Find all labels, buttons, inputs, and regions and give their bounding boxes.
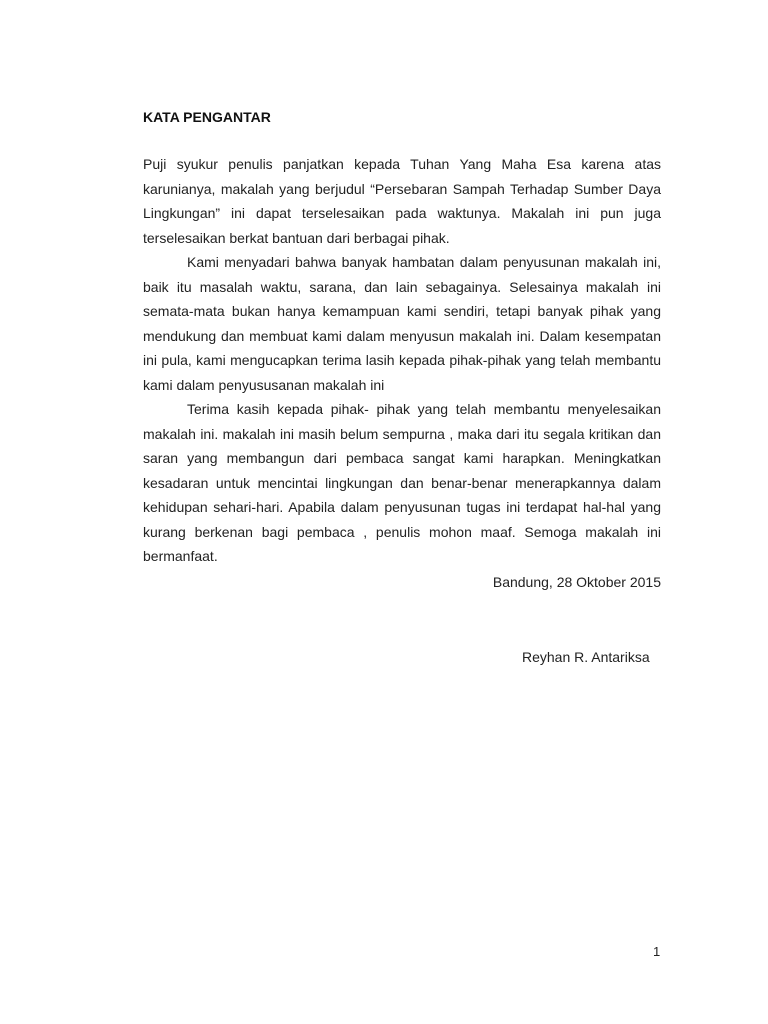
page-number: 1	[653, 944, 661, 959]
paragraph-2: Kami menyadari bahwa banyak hambatan dalam penyusunan makalah ini, baik itu masalah waktu, sarana, dan lain sebagainya. Selesainya makalah ini semata-mata bukan hanya kemampuan kami sendiri, tetapi banyak pihak yang mendukung dan membuat kami dalam menyusun makalah ini. Dalam kesempatan ini pula, kami mengucapkan terima lasih kepada pihak-pihak yang telah membantu kami dalam penyususanan makalah ini	[143, 254, 661, 393]
place-date: Bandung, 28 Oktober 2015	[492, 574, 661, 590]
document-body	[143, 152, 661, 569]
paragraph-3: Terima kasih kepada pihak- pihak yang telah membantu menyelesaikan makalah ini. makalah ini masih belum sempurna , maka dari itu segala kritikan dan saran yang membangun dari pembaca sangat kami harapkan. Meningkatkan kesadaran untuk mencintai lingkungan dan benar-benar menerapkannya dalam kehidupan sehari-hari. Apabila dalam penyusunan tugas ini terdapat hal-hal yang kurang berkenan bagi pembaca , penulis mohon maaf. Semoga makalah ini bermanfaat.	[143, 401, 661, 564]
author-name: Reyhan R. Antariksa	[522, 649, 650, 665]
page-title: KATA PENGANTAR	[143, 109, 271, 125]
paragraph-1: Puji syukur penulis panjatkan kepada Tuhan Yang Maha Esa karena atas karunianya, makalah yang berjudul “Persebaran Sampah Terhadap Sumber Daya Lingkungan” ini dapat terselesaikan pada waktunya. Makalah ini pun juga terselesaikan berkat bantuan dari berbagai pihak.	[143, 156, 661, 246]
